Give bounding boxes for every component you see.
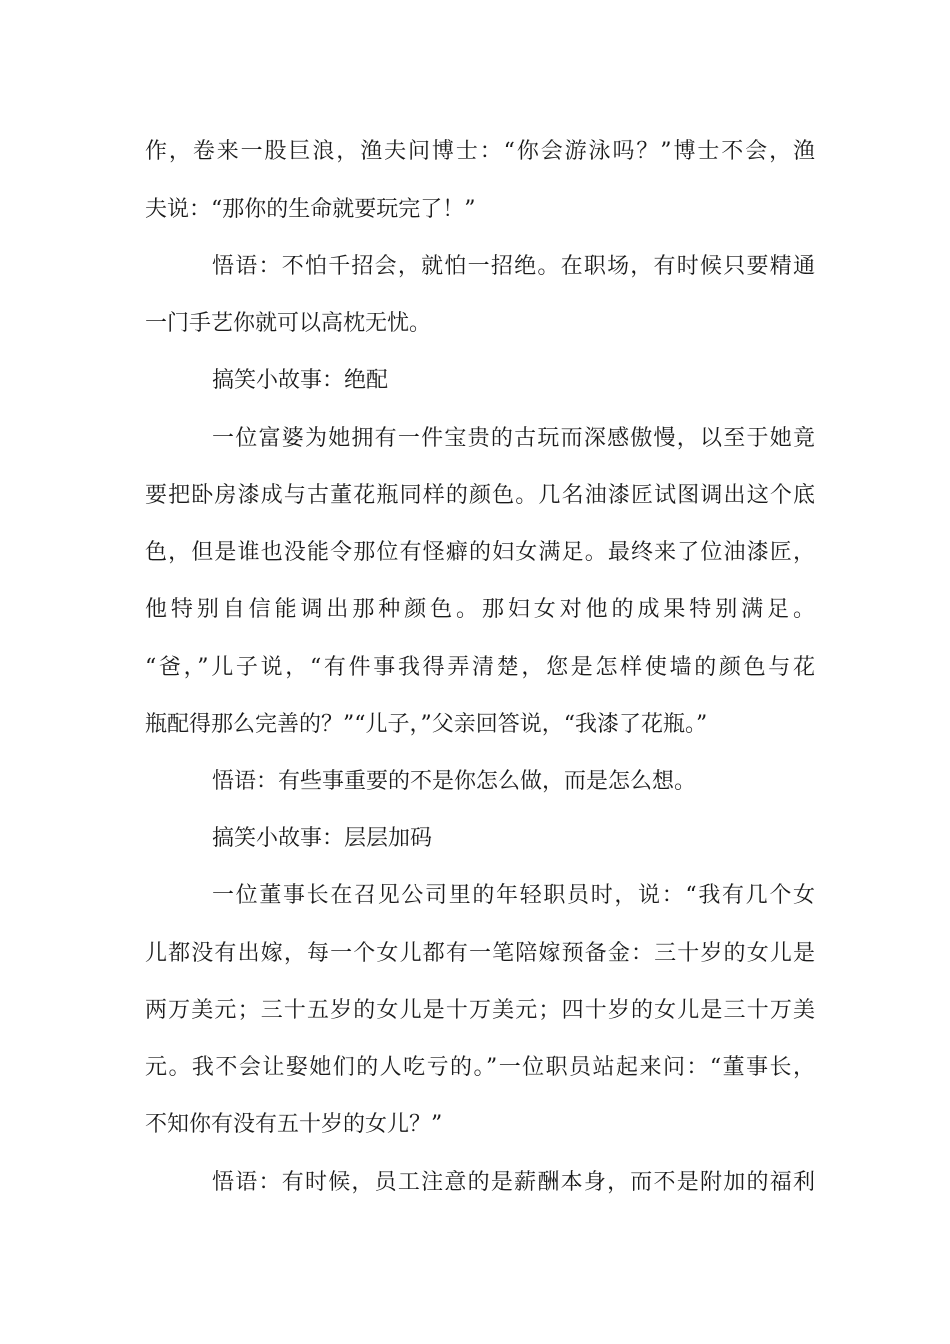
text-line: 作，卷来一股巨浪，渔夫问博士：“你会游泳吗？”博士不会，渔 <box>145 139 815 164</box>
section-heading: 搞笑小故事：绝配 <box>212 368 389 393</box>
text-line: 两万美元；三十五岁的女儿是十万美元；四十岁的女儿是三十万美 <box>145 998 815 1023</box>
text-line: 元。我不会让娶她们的人吃亏的。”一位职员站起来问：“董事长， <box>145 1055 815 1080</box>
section-heading: 搞笑小故事：层层加码 <box>212 826 433 851</box>
text-line: 悟语：有些事重要的不是你怎么做，而是怎么想。 <box>212 769 697 794</box>
text-line: “爸，”儿子说，“有件事我得弄清楚，您是怎样使墙的颜色与花 <box>145 655 815 680</box>
text-line: 一位董事长在召见公司里的年轻职员时，说：“我有几个女 <box>212 883 815 908</box>
text-line: 儿都没有出嫁，每一个女儿都有一笔陪嫁预备金：三十岁的女儿是 <box>145 941 815 966</box>
text-line: 他特别自信能调出那种颜色。那妇女对他的成果特别满足。 <box>145 597 815 622</box>
text-line: 一位富婆为她拥有一件宝贵的古玩而深感傲慢，以至于她竟 <box>212 426 815 451</box>
text-line: 不知你有没有五十岁的女儿？” <box>145 1112 443 1137</box>
text-line: 瓶配得那么完善的？”“儿子，”父亲回答说，“我漆了花瓶。” <box>145 712 708 737</box>
text-line: 悟语：有时候，员工注意的是薪酬本身，而不是附加的福利 <box>212 1170 815 1195</box>
text-line: 要把卧房漆成与古董花瓶同样的颜色。几名油漆匠试图调出这个底 <box>145 483 815 508</box>
text-line: 色，但是谁也没能令那位有怪癖的妇女满足。最终来了位油漆匠， <box>145 540 815 565</box>
text-line: 一门手艺你就可以高枕无忧。 <box>145 311 432 336</box>
text-line: 悟语：不怕千招会，就怕一招绝。在职场，有时候只要精通 <box>212 254 815 279</box>
text-line: 夫说：“那你的生命就要玩完了！” <box>145 197 476 222</box>
